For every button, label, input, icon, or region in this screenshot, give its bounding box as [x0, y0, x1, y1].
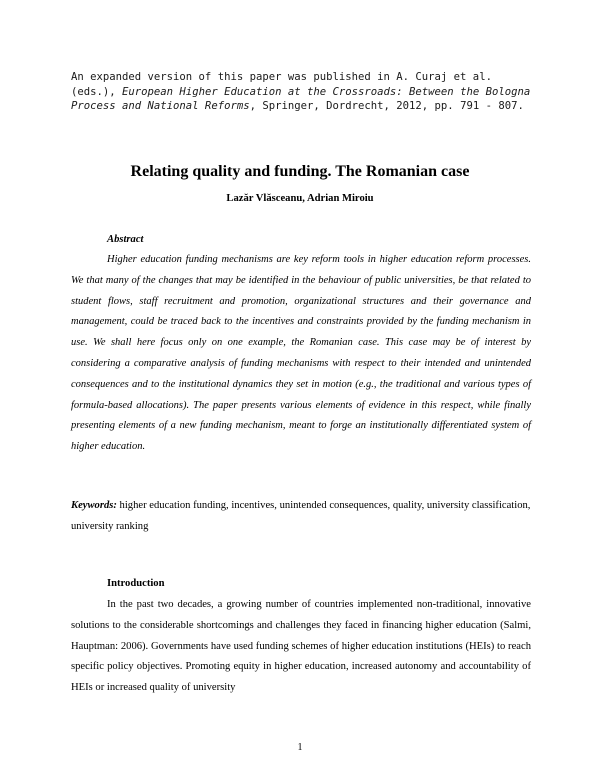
keywords: [71, 496, 541, 537]
publication-note-suffix: , Springer, Dordrecht, 2012, pp. 791 - 807.: [249, 100, 524, 112]
introduction-text: In the past two decades, a growing number of countries implemented non-traditional, innovative solutions to the considerable shortcomings and challenges they faced in financing higher education (Salmi, Hauptman: 2006). Governments have used funding schemes of higher education institutions (HEIs) to reach specific policy objectives. Promoting equity in higher education, increased autonomy and accountability of HEIs or increased quality of university: [71, 599, 531, 694]
paper-title: Relating quality and funding. The Romanian case: [130, 163, 470, 180]
page-number: 1: [297, 742, 303, 753]
publication-note-book-title: European Higher Education at the Crossroads: Between the Bologna Process and National Reforms: [71, 85, 531, 112]
introduction-heading: Introduction: [107, 578, 165, 589]
publication-note: [71, 70, 541, 114]
keywords-text: higher education funding, incentives, unintended consequences, quality, university classification, university ranking: [71, 500, 531, 532]
keywords-label: Keywords:: [71, 500, 117, 511]
publication-note-prefix: An expanded version of this paper was published in A. Curaj et al. (eds.),: [71, 71, 492, 98]
paper-authors: Lazăr Vlăsceanu, Adrian Miroiu: [226, 193, 374, 204]
abstract-text: Higher education funding mechanisms are key reform tools in higher education reform processes. We that many of the changes that may be identified in the behaviour of public universities, be that related to student flows, staff recruitment and promotion, organizational structures and their governance and management, could be traced back to the incentives and constraints provided by the funding mechanism in use. We shall here focus only on one example, the Romanian case. This case may be of interest by considering a comparative analysis of funding mechanisms with respect to their intended and unintended consequences and to the institutional dynamics they set in motion (e.g., the traditional and various types of formula-based allocations). The paper presents various elements of evidence in this respect, while finally presenting elements of a new funding mechanism, meant to forge an institutionally differentiated system of higher education.: [71, 254, 531, 453]
abstract-heading: Abstract: [107, 234, 144, 245]
